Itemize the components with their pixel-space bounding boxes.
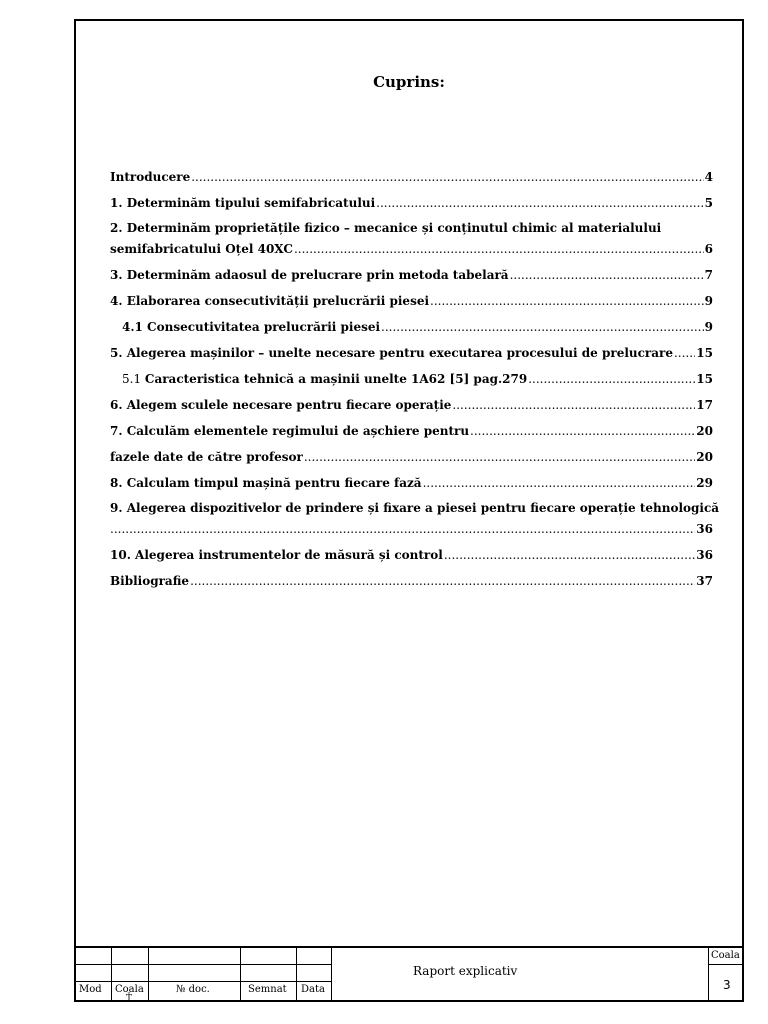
toc-entry-text: semifabricatului Oțel 40XC bbox=[110, 242, 293, 256]
stamp-coala-label: Coala bbox=[115, 984, 144, 995]
toc-entry-page: 9 bbox=[704, 320, 713, 334]
page-frame bbox=[74, 19, 744, 1002]
toc-entry-text: Bibliografie bbox=[110, 574, 190, 588]
toc-entry[interactable] bbox=[110, 368, 713, 390]
toc-entry[interactable] bbox=[110, 218, 713, 260]
toc-entry[interactable] bbox=[110, 192, 713, 214]
table-of-contents bbox=[110, 166, 720, 596]
toc-entry[interactable] bbox=[110, 446, 713, 468]
toc-entry-page: 9 bbox=[704, 294, 713, 308]
toc-entry-text: 5. Alegerea mașinilor – unelte necesare pentru executarea procesului de prelucrare bbox=[110, 346, 673, 360]
toc-entry-page: 20 bbox=[696, 424, 713, 438]
toc-entry-text: 4.1 Consecutivitatea prelucrării piesei bbox=[122, 320, 381, 334]
toc-entry-number: 5.1 bbox=[122, 372, 145, 386]
toc-leader bbox=[381, 316, 704, 338]
toc-entry-page: 36 bbox=[696, 522, 713, 536]
toc-entry-text: fazele date de către profesor bbox=[110, 450, 303, 464]
toc-leader bbox=[190, 570, 695, 592]
toc-leader bbox=[510, 264, 704, 286]
toc-leader bbox=[304, 446, 695, 468]
stamp-nr-doc-label: № doc. bbox=[176, 984, 210, 995]
toc-entry[interactable] bbox=[110, 570, 713, 592]
toc-entry-page: 37 bbox=[696, 574, 713, 588]
toc-leader bbox=[470, 420, 695, 442]
toc-entry-text: 6. Alegem sculele necesare pentru fiecare operație bbox=[110, 398, 452, 412]
toc-leader bbox=[452, 394, 695, 416]
toc-entry-page: 36 bbox=[696, 548, 713, 562]
toc-entry[interactable] bbox=[110, 394, 713, 416]
toc-entry[interactable] bbox=[110, 316, 713, 338]
toc-leader bbox=[444, 544, 695, 566]
stamp-coala-sub: Ť bbox=[126, 994, 133, 1004]
sheet-label: Coala bbox=[711, 950, 740, 961]
page-title: Cuprins: bbox=[373, 73, 445, 91]
toc-entry-page: 7 bbox=[704, 268, 713, 282]
stamp-mod-label: Mod bbox=[79, 984, 102, 995]
title-block bbox=[76, 946, 742, 1004]
toc-entry-text: 1. Determinăm tipului semifabricatului bbox=[110, 196, 376, 210]
toc-entry-text: 4. Elaborarea consecutivității prelucrării piesei bbox=[110, 294, 430, 308]
toc-leader bbox=[528, 368, 695, 390]
toc-entry-text-line1: 2. Determinăm proprietățile fizico – mecanice și conținutul chimic al materialului bbox=[110, 221, 662, 235]
toc-entry-text: Caracteristica tehnică a mașinii unelte 1A62 [5] pag.279 bbox=[144, 372, 528, 386]
toc-entry-page: 6 bbox=[704, 242, 713, 256]
toc-entry[interactable] bbox=[110, 472, 713, 494]
toc-entry-text-line1: 9. Alegerea dispozitivelor de prindere și fixare a piesei pentru fiecare operație tehnologică bbox=[110, 501, 720, 515]
toc-entry-text: Introducere bbox=[110, 170, 191, 184]
toc-entry[interactable] bbox=[110, 544, 713, 566]
toc-leader bbox=[294, 238, 704, 260]
toc-leader bbox=[110, 518, 695, 540]
toc-entry-text: 8. Calculam timpul mașină pentru fiecare fază bbox=[110, 476, 422, 490]
toc-entry-text: 10. Alegerea instrumentelor de măsură și control bbox=[110, 548, 443, 562]
toc-leader bbox=[674, 342, 695, 364]
toc-entry-page: 15 bbox=[696, 372, 713, 386]
toc-entry-page: 20 bbox=[696, 450, 713, 464]
toc-entry[interactable] bbox=[110, 166, 713, 188]
toc-leader bbox=[376, 192, 703, 214]
stamp-semnat-label: Semnat bbox=[248, 984, 287, 995]
toc-entry[interactable] bbox=[110, 498, 720, 540]
toc-entry[interactable] bbox=[110, 290, 713, 312]
toc-entry-page: 15 bbox=[696, 346, 713, 360]
toc-entry-page: 29 bbox=[696, 476, 713, 490]
toc-entry-page: 17 bbox=[696, 398, 713, 412]
toc-leader bbox=[191, 166, 703, 188]
toc-entry[interactable] bbox=[110, 342, 713, 364]
toc-leader bbox=[423, 472, 696, 494]
toc-entry-text: 7. Calculăm elementele regimului de așchiere pentru bbox=[110, 424, 470, 438]
sheet-number: 3 bbox=[723, 978, 731, 992]
toc-entry-text: 3. Determinăm adaosul de prelucrare prin metoda tabelară bbox=[110, 268, 509, 282]
toc-entry[interactable] bbox=[110, 420, 713, 442]
stamp-data-label: Data bbox=[301, 984, 325, 995]
toc-leader bbox=[430, 290, 704, 312]
toc-entry[interactable] bbox=[110, 264, 713, 286]
toc-entry-page: 5 bbox=[704, 196, 713, 210]
toc-entry-page: 4 bbox=[704, 170, 713, 184]
document-title: Raport explicativ bbox=[413, 964, 518, 978]
